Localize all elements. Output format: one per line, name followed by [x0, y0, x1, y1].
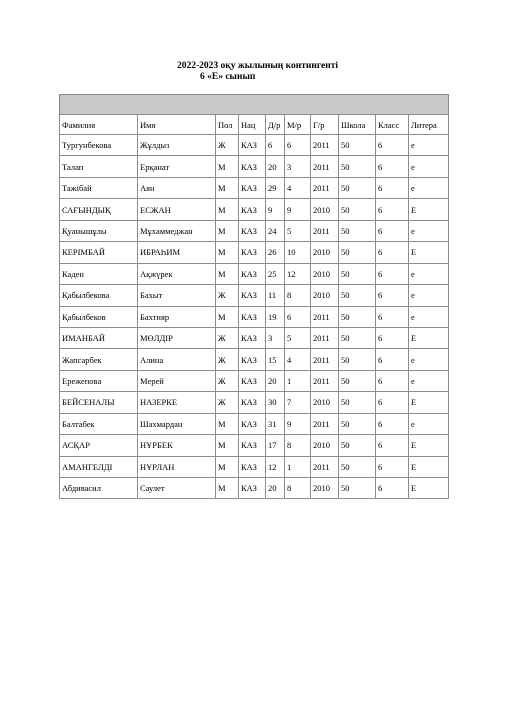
table-cell: Жұлдыз	[138, 135, 216, 156]
table-cell: 6	[376, 263, 409, 284]
table-cell: Е	[409, 242, 449, 263]
table-cell: е	[409, 156, 449, 177]
table-row	[60, 435, 449, 456]
table-cell: 5	[285, 220, 311, 241]
table-cell: Қуанышұлы	[60, 220, 138, 241]
table-cell: АМАНГЕЛДІ	[60, 456, 138, 477]
table-cell: е	[409, 135, 449, 156]
table-cell: КАЗ	[239, 306, 266, 327]
table-row	[60, 156, 449, 177]
table-cell: КАЗ	[239, 478, 266, 499]
table-cell: ЕСЖАН	[138, 199, 216, 220]
table-cell: ИБРАҺИМ	[138, 242, 216, 263]
table-cell: 2010	[311, 435, 339, 456]
header-cell: Нац	[239, 115, 266, 135]
table-cell: КАЗ	[239, 370, 266, 391]
table-cell: 6	[266, 135, 285, 156]
table-cell: 50	[339, 327, 376, 348]
table-cell: М	[216, 199, 239, 220]
table-cell: 2010	[311, 478, 339, 499]
table-cell: МӨЛДІР	[138, 327, 216, 348]
table-cell: 2010	[311, 199, 339, 220]
table-cell: Ерқанат	[138, 156, 216, 177]
table-cell: 11	[266, 285, 285, 306]
table-row	[60, 263, 449, 284]
table-cell: 6	[376, 177, 409, 198]
table-cell: 25	[266, 263, 285, 284]
table-cell: Е	[409, 478, 449, 499]
table-row	[60, 220, 449, 241]
table-cell: 4	[285, 349, 311, 370]
table-cell: 1	[285, 456, 311, 477]
table-cell: 2011	[311, 220, 339, 241]
table-cell: 19	[266, 306, 285, 327]
table-cell: Е	[409, 327, 449, 348]
table-cell: Е	[409, 199, 449, 220]
table-cell: Мерей	[138, 370, 216, 391]
table-cell: 50	[339, 349, 376, 370]
table-cell: е	[409, 285, 449, 306]
table-cell: 6	[376, 456, 409, 477]
table-cell: 24	[266, 220, 285, 241]
table-cell: М	[216, 220, 239, 241]
table-cell: 31	[266, 413, 285, 434]
table-cell: 50	[339, 456, 376, 477]
table-cell: 2011	[311, 156, 339, 177]
table-cell: 50	[339, 413, 376, 434]
table-cell: Ақжүрек	[138, 263, 216, 284]
table-cell: 26	[266, 242, 285, 263]
table-cell: 6	[376, 435, 409, 456]
table-cell: Каден	[60, 263, 138, 284]
header-cell: Класс	[376, 115, 409, 135]
table-cell: 50	[339, 285, 376, 306]
table-row	[60, 392, 449, 413]
table-row	[60, 177, 449, 198]
table-cell: КАЗ	[239, 263, 266, 284]
table-cell: Саулет	[138, 478, 216, 499]
table-row	[60, 242, 449, 263]
table-cell: 50	[339, 306, 376, 327]
table-cell: ИМАНБАЙ	[60, 327, 138, 348]
table-cell: 5	[285, 327, 311, 348]
table-cell: Ж	[216, 370, 239, 391]
table-row	[60, 413, 449, 434]
table-cell: 50	[339, 220, 376, 241]
table-cell: Ережепова	[60, 370, 138, 391]
table-cell: 2010	[311, 392, 339, 413]
header-cell: Пол	[216, 115, 239, 135]
table-cell: 50	[339, 135, 376, 156]
table-shaded-band	[60, 95, 449, 115]
table-cell: 50	[339, 242, 376, 263]
table-cell: Алина	[138, 349, 216, 370]
table-cell: НҰРЛАН	[138, 456, 216, 477]
table-cell: 12	[266, 456, 285, 477]
table-cell: е	[409, 413, 449, 434]
table-cell: 6	[376, 392, 409, 413]
table-row	[60, 349, 449, 370]
table-cell: Бахыт	[138, 285, 216, 306]
table-cell: 2011	[311, 135, 339, 156]
table-cell: АСҚАР	[60, 435, 138, 456]
table-cell: 2011	[311, 370, 339, 391]
table-cell: Абдивасил	[60, 478, 138, 499]
table-cell: 30	[266, 392, 285, 413]
table-cell: КАЗ	[239, 349, 266, 370]
table-cell: М	[216, 156, 239, 177]
table-cell: Ж	[216, 135, 239, 156]
table-cell: Жапсарбек	[60, 349, 138, 370]
table-cell: 6	[376, 370, 409, 391]
table-cell: 50	[339, 263, 376, 284]
table-cell: е	[409, 263, 449, 284]
table-cell: 2011	[311, 456, 339, 477]
table-cell: 2010	[311, 242, 339, 263]
table-cell: Тажібай	[60, 177, 138, 198]
table-cell: Е	[409, 435, 449, 456]
header-cell: Литера	[409, 115, 449, 135]
table-cell: КАЗ	[239, 456, 266, 477]
table-cell: Ж	[216, 392, 239, 413]
table-cell: 2011	[311, 306, 339, 327]
table-cell: е	[409, 306, 449, 327]
table-cell: 20	[266, 156, 285, 177]
table-cell: 9	[266, 199, 285, 220]
header-cell: Имя	[138, 115, 216, 135]
table-cell: 2010	[311, 263, 339, 284]
table-cell: е	[409, 370, 449, 391]
table-cell: НАЗЕРКЕ	[138, 392, 216, 413]
header-cell: Школа	[339, 115, 376, 135]
table-cell: Аян	[138, 177, 216, 198]
table-cell: Е	[409, 456, 449, 477]
table-cell: 6	[376, 156, 409, 177]
table-cell: КАЗ	[239, 220, 266, 241]
table-cell: М	[216, 306, 239, 327]
table-cell: 50	[339, 156, 376, 177]
table-cell: 6	[376, 349, 409, 370]
table-cell: Бахтияр	[138, 306, 216, 327]
table-cell: 9	[285, 199, 311, 220]
table-cell: Мұхаммеджан	[138, 220, 216, 241]
table-cell: 20	[266, 370, 285, 391]
table-cell: Балтабек	[60, 413, 138, 434]
table-cell: 6	[376, 220, 409, 241]
table-row	[60, 306, 449, 327]
table-cell: М	[216, 456, 239, 477]
table-cell: Шахмардан	[138, 413, 216, 434]
table-cell: 20	[266, 478, 285, 499]
table-cell: 6	[376, 327, 409, 348]
table-cell: 29	[266, 177, 285, 198]
table-cell: КАЗ	[239, 413, 266, 434]
table-cell: 6	[376, 242, 409, 263]
table-cell: 50	[339, 435, 376, 456]
table-cell: КАЗ	[239, 327, 266, 348]
table-cell: КАЗ	[239, 435, 266, 456]
table-cell: Ж	[216, 285, 239, 306]
table-cell: 6	[285, 135, 311, 156]
table-cell: Қабылбекова	[60, 285, 138, 306]
table-cell: КАЗ	[239, 285, 266, 306]
table-cell: 6	[376, 306, 409, 327]
table-cell: 2011	[311, 177, 339, 198]
table-row	[60, 327, 449, 348]
table-cell: 2011	[311, 349, 339, 370]
table-cell: 3	[266, 327, 285, 348]
table-cell: 1	[285, 370, 311, 391]
table-cell: 6	[285, 306, 311, 327]
table-cell: Қабылбеков	[60, 306, 138, 327]
table-cell: 10	[285, 242, 311, 263]
table-cell: 3	[285, 156, 311, 177]
table-row	[60, 478, 449, 499]
table-cell: М	[216, 413, 239, 434]
header-cell: Фамилия	[60, 115, 138, 135]
table-cell: КАЗ	[239, 177, 266, 198]
header-cell: Г/р	[311, 115, 339, 135]
header-cell: Д/р	[266, 115, 285, 135]
table-cell: 6	[376, 285, 409, 306]
document-title: 2022-2023 оқу жылының контингенті	[176, 61, 339, 71]
table-cell: 6	[376, 478, 409, 499]
table-row	[60, 370, 449, 391]
table-cell: 50	[339, 392, 376, 413]
table-cell: 2011	[311, 413, 339, 434]
table-cell: КАЗ	[239, 135, 266, 156]
table-row	[60, 456, 449, 477]
table-cell: 8	[285, 435, 311, 456]
table-cell: КАЗ	[239, 392, 266, 413]
table-cell: е	[409, 220, 449, 241]
table-cell: 2011	[311, 327, 339, 348]
table-cell: 2010	[311, 285, 339, 306]
table-cell: КЕРІМБАЙ	[60, 242, 138, 263]
table-cell: М	[216, 478, 239, 499]
table-cell: 50	[339, 478, 376, 499]
table-cell: БЕЙСЕНАЛЫ	[60, 392, 138, 413]
table-row	[60, 135, 449, 156]
shaded-band-cell	[60, 95, 449, 115]
table-cell: М	[216, 263, 239, 284]
table-cell: 9	[285, 413, 311, 434]
table-header-row	[60, 115, 449, 135]
table-row	[60, 199, 449, 220]
header-cell: М/р	[285, 115, 311, 135]
student-roster-table	[59, 94, 449, 499]
table-cell: 8	[285, 285, 311, 306]
table-cell: 17	[266, 435, 285, 456]
table-cell: КАЗ	[239, 199, 266, 220]
table-cell: 6	[376, 413, 409, 434]
table-cell: М	[216, 177, 239, 198]
table-cell: 7	[285, 392, 311, 413]
table-cell: 12	[285, 263, 311, 284]
table-cell: 50	[339, 177, 376, 198]
table-cell: КАЗ	[239, 156, 266, 177]
table-cell: 6	[376, 199, 409, 220]
table-row	[60, 285, 449, 306]
table-cell: М	[216, 435, 239, 456]
table-cell: 15	[266, 349, 285, 370]
table-cell: 50	[339, 370, 376, 391]
table-cell: е	[409, 177, 449, 198]
class-subtitle: 6 «Е» сынып	[200, 72, 256, 82]
table-cell: М	[216, 242, 239, 263]
table-cell: Талап	[60, 156, 138, 177]
table-cell: КАЗ	[239, 242, 266, 263]
table-cell: Ж	[216, 349, 239, 370]
table-cell: НҰРБЕК	[138, 435, 216, 456]
table-cell: 4	[285, 177, 311, 198]
table-cell: 50	[339, 199, 376, 220]
table-cell: е	[409, 349, 449, 370]
table-cell: Тургунбекова	[60, 135, 138, 156]
table-cell: 8	[285, 478, 311, 499]
table-cell: САҒЫНДЫҚ	[60, 199, 138, 220]
table-cell: Е	[409, 392, 449, 413]
table-cell: Ж	[216, 327, 239, 348]
table-cell: 6	[376, 135, 409, 156]
